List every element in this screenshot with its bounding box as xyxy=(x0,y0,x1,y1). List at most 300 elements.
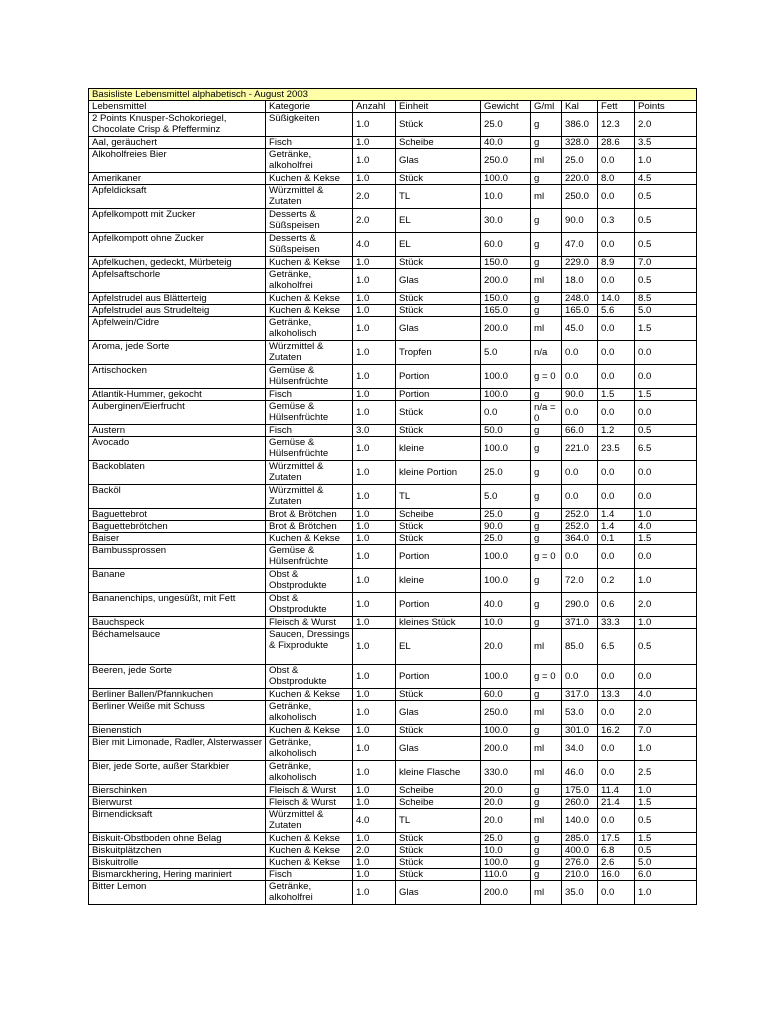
cell-gml: g xyxy=(531,425,562,437)
cell-kal: 328.0 xyxy=(562,137,598,149)
cell-gml: g xyxy=(531,569,562,593)
cell-fett: 16.0 xyxy=(598,869,635,881)
cell-kategorie: Getränke, alkoholfrei xyxy=(266,881,353,905)
cell-fett: 6.8 xyxy=(598,845,635,857)
cell-anzahl: 1.0 xyxy=(353,149,396,173)
cell-gewicht: 20.0 xyxy=(481,809,531,833)
sheet-title: Basisliste Lebensmittel alphabetisch - August 2003 xyxy=(89,89,697,101)
header-row xyxy=(89,101,697,113)
cell-name: Austern xyxy=(89,425,266,437)
cell-points: 0.0 xyxy=(635,485,697,509)
cell-points: 3.5 xyxy=(635,137,697,149)
cell-kal: 285.0 xyxy=(562,833,598,845)
cell-points: 1.0 xyxy=(635,617,697,629)
cell-gewicht: 10.0 xyxy=(481,845,531,857)
table-row xyxy=(89,881,697,905)
cell-einheit: Glas xyxy=(396,881,481,905)
cell-gewicht: 100.0 xyxy=(481,665,531,689)
cell-kategorie: Fisch xyxy=(266,425,353,437)
cell-einheit: Glas xyxy=(396,149,481,173)
cell-gml: g xyxy=(531,257,562,269)
cell-einheit: Portion xyxy=(396,365,481,389)
table-row xyxy=(89,509,697,521)
cell-name: Avocado xyxy=(89,437,266,461)
cell-kategorie: Würzmittel & Zutaten xyxy=(266,341,353,365)
cell-fett: 0.0 xyxy=(598,341,635,365)
cell-anzahl: 1.0 xyxy=(353,521,396,533)
table-row xyxy=(89,797,697,809)
cell-name: Atlantik-Hummer, gekocht xyxy=(89,389,266,401)
cell-kal: 221.0 xyxy=(562,437,598,461)
cell-name: Bierwurst xyxy=(89,797,266,809)
header-cell-kategorie: Kategorie xyxy=(266,101,353,113)
cell-gewicht: 150.0 xyxy=(481,293,531,305)
cell-points: 0.0 xyxy=(635,401,697,425)
cell-kategorie: Desserts & Süßspeisen xyxy=(266,233,353,257)
cell-fett: 0.0 xyxy=(598,365,635,389)
cell-einheit: EL xyxy=(396,209,481,233)
cell-kategorie: Kuchen & Kekse xyxy=(266,257,353,269)
cell-kategorie: Fleisch & Wurst xyxy=(266,617,353,629)
cell-gewicht: 100.0 xyxy=(481,545,531,569)
cell-fett: 1.5 xyxy=(598,389,635,401)
cell-points: 8.5 xyxy=(635,293,697,305)
cell-einheit: kleines Stück xyxy=(396,617,481,629)
cell-name: Artischocken xyxy=(89,365,266,389)
cell-kal: 90.0 xyxy=(562,209,598,233)
cell-gewicht: 25.0 xyxy=(481,113,531,137)
cell-points: 0.5 xyxy=(635,209,697,233)
cell-kategorie: Kuchen & Kekse xyxy=(266,857,353,869)
cell-kategorie: Obst & Obstprodukte xyxy=(266,569,353,593)
cell-anzahl: 1.0 xyxy=(353,509,396,521)
cell-gewicht: 150.0 xyxy=(481,257,531,269)
cell-name: Apfelsaftschorle xyxy=(89,269,266,293)
cell-gml: n/a xyxy=(531,341,562,365)
cell-gml: g xyxy=(531,173,562,185)
cell-einheit: Stück xyxy=(396,521,481,533)
cell-points: 4.5 xyxy=(635,173,697,185)
cell-gewicht: 40.0 xyxy=(481,137,531,149)
cell-points: 1.5 xyxy=(635,797,697,809)
cell-anzahl: 1.0 xyxy=(353,725,396,737)
cell-points: 0.0 xyxy=(635,365,697,389)
table-row xyxy=(89,305,697,317)
cell-anzahl: 3.0 xyxy=(353,425,396,437)
cell-kategorie: Fisch xyxy=(266,389,353,401)
cell-gml: g xyxy=(531,137,562,149)
cell-anzahl: 1.0 xyxy=(353,761,396,785)
header-cell-gewicht: Gewicht xyxy=(481,101,531,113)
cell-fett: 0.0 xyxy=(598,701,635,725)
cell-anzahl: 2.0 xyxy=(353,185,396,209)
cell-gewicht: 0.0 xyxy=(481,401,531,425)
cell-gewicht: 330.0 xyxy=(481,761,531,785)
cell-name: 2 Points Knusper-Schokoriegel, Chocolate Crisp & Pfefferminz xyxy=(89,113,266,137)
cell-einheit: Stück xyxy=(396,833,481,845)
cell-name: Bierschinken xyxy=(89,785,266,797)
cell-einheit: TL xyxy=(396,485,481,509)
cell-anzahl: 1.0 xyxy=(353,629,396,665)
cell-gml: ml xyxy=(531,761,562,785)
table-row xyxy=(89,485,697,509)
cell-points: 1.0 xyxy=(635,149,697,173)
cell-einheit: Portion xyxy=(396,665,481,689)
cell-anzahl: 1.0 xyxy=(353,461,396,485)
cell-kal: 72.0 xyxy=(562,569,598,593)
cell-kategorie: Würzmittel & Zutaten xyxy=(266,809,353,833)
cell-gml: g xyxy=(531,533,562,545)
cell-gml: g = 0 xyxy=(531,545,562,569)
cell-kal: 0.0 xyxy=(562,545,598,569)
header-cell-anzahl: Anzahl xyxy=(353,101,396,113)
cell-fett: 11.4 xyxy=(598,785,635,797)
cell-anzahl: 1.0 xyxy=(353,137,396,149)
cell-kal: 85.0 xyxy=(562,629,598,665)
cell-kategorie: Getränke, alkoholisch xyxy=(266,317,353,341)
cell-einheit: kleine Flasche xyxy=(396,761,481,785)
table-row xyxy=(89,593,697,617)
table-row xyxy=(89,425,697,437)
table-row xyxy=(89,629,697,665)
cell-gml: g xyxy=(531,617,562,629)
table-row xyxy=(89,521,697,533)
cell-anzahl: 1.0 xyxy=(353,113,396,137)
cell-einheit: kleine Portion xyxy=(396,461,481,485)
cell-gewicht: 200.0 xyxy=(481,317,531,341)
cell-kal: 248.0 xyxy=(562,293,598,305)
cell-points: 1.0 xyxy=(635,569,697,593)
cell-einheit: Portion xyxy=(396,593,481,617)
cell-kal: 229.0 xyxy=(562,257,598,269)
cell-gml: g xyxy=(531,689,562,701)
table-row xyxy=(89,401,697,425)
cell-kategorie: Kuchen & Kekse xyxy=(266,533,353,545)
cell-gml: ml xyxy=(531,185,562,209)
cell-anzahl: 1.0 xyxy=(353,305,396,317)
cell-anzahl: 1.0 xyxy=(353,881,396,905)
cell-einheit: Stück xyxy=(396,257,481,269)
cell-kal: 175.0 xyxy=(562,785,598,797)
cell-kal: 53.0 xyxy=(562,701,598,725)
cell-kal: 165.0 xyxy=(562,305,598,317)
cell-name: Baiser xyxy=(89,533,266,545)
table-row xyxy=(89,257,697,269)
cell-gml: g xyxy=(531,233,562,257)
cell-gml: ml xyxy=(531,317,562,341)
cell-points: 1.5 xyxy=(635,317,697,341)
cell-fett: 0.0 xyxy=(598,881,635,905)
cell-name: Bismarckhering, Hering mariniert xyxy=(89,869,266,881)
cell-points: 2.0 xyxy=(635,701,697,725)
table-row xyxy=(89,173,697,185)
cell-kal: 371.0 xyxy=(562,617,598,629)
cell-name: Banane xyxy=(89,569,266,593)
cell-gml: g xyxy=(531,833,562,845)
table-row xyxy=(89,137,697,149)
cell-points: 1.5 xyxy=(635,389,697,401)
cell-einheit: Portion xyxy=(396,545,481,569)
cell-kal: 90.0 xyxy=(562,389,598,401)
cell-anzahl: 1.0 xyxy=(353,665,396,689)
cell-gewicht: 20.0 xyxy=(481,785,531,797)
cell-fett: 0.0 xyxy=(598,665,635,689)
header-cell-gml: G/ml xyxy=(531,101,562,113)
cell-gml: ml xyxy=(531,269,562,293)
cell-gewicht: 5.0 xyxy=(481,485,531,509)
cell-name: Apfeldicksaft xyxy=(89,185,266,209)
cell-gewicht: 100.0 xyxy=(481,173,531,185)
table-row xyxy=(89,845,697,857)
cell-kategorie: Gemüse & Hülsenfrüchte xyxy=(266,401,353,425)
cell-kategorie: Süßigkeiten xyxy=(266,113,353,137)
cell-einheit: Stück xyxy=(396,689,481,701)
table-row xyxy=(89,185,697,209)
cell-gml: ml xyxy=(531,737,562,761)
cell-einheit: Stück xyxy=(396,293,481,305)
cell-name: Apfelwein/Cidre xyxy=(89,317,266,341)
table-row xyxy=(89,617,697,629)
table-row xyxy=(89,389,697,401)
cell-points: 4.0 xyxy=(635,689,697,701)
cell-points: 2.0 xyxy=(635,113,697,137)
cell-name: Baguettebrot xyxy=(89,509,266,521)
cell-points: 0.5 xyxy=(635,425,697,437)
cell-name: Apfelkompott ohne Zucker xyxy=(89,233,266,257)
cell-gml: g xyxy=(531,593,562,617)
cell-gewicht: 60.0 xyxy=(481,689,531,701)
table-row xyxy=(89,317,697,341)
table-row xyxy=(89,341,697,365)
cell-gml: g xyxy=(531,521,562,533)
cell-fett: 14.0 xyxy=(598,293,635,305)
cell-fett: 0.0 xyxy=(598,269,635,293)
cell-name: Aroma, jede Sorte xyxy=(89,341,266,365)
cell-gml: ml xyxy=(531,149,562,173)
cell-gewicht: 25.0 xyxy=(481,533,531,545)
table-row xyxy=(89,149,697,173)
cell-anzahl: 2.0 xyxy=(353,845,396,857)
cell-name: Auberginen/Eierfrucht xyxy=(89,401,266,425)
cell-kal: 0.0 xyxy=(562,485,598,509)
cell-name: Bier mit Limonade, Radler, Alsterwasser xyxy=(89,737,266,761)
cell-kal: 364.0 xyxy=(562,533,598,545)
cell-gewicht: 250.0 xyxy=(481,149,531,173)
cell-anzahl: 2.0 xyxy=(353,209,396,233)
cell-name: Berliner Ballen/Pfannkuchen xyxy=(89,689,266,701)
cell-points: 1.5 xyxy=(635,833,697,845)
cell-einheit: Stück xyxy=(396,425,481,437)
cell-fett: 1.4 xyxy=(598,521,635,533)
cell-kal: 46.0 xyxy=(562,761,598,785)
cell-anzahl: 1.0 xyxy=(353,569,396,593)
cell-einheit: Stück xyxy=(396,113,481,137)
cell-anzahl: 4.0 xyxy=(353,809,396,833)
cell-einheit: Stück xyxy=(396,857,481,869)
cell-fett: 12.3 xyxy=(598,113,635,137)
cell-kategorie: Getränke, alkoholisch xyxy=(266,737,353,761)
cell-gewicht: 100.0 xyxy=(481,569,531,593)
cell-fett: 1.4 xyxy=(598,509,635,521)
cell-kal: 220.0 xyxy=(562,173,598,185)
cell-kal: 400.0 xyxy=(562,845,598,857)
table-row xyxy=(89,785,697,797)
cell-points: 1.5 xyxy=(635,533,697,545)
cell-fett: 2.6 xyxy=(598,857,635,869)
table-row xyxy=(89,209,697,233)
cell-fett: 28.6 xyxy=(598,137,635,149)
cell-gewicht: 200.0 xyxy=(481,269,531,293)
cell-anzahl: 1.0 xyxy=(353,437,396,461)
cell-anzahl: 1.0 xyxy=(353,317,396,341)
cell-kategorie: Brot & Brötchen xyxy=(266,521,353,533)
cell-kategorie: Kuchen & Kekse xyxy=(266,833,353,845)
cell-kategorie: Desserts & Süßspeisen xyxy=(266,209,353,233)
table-row xyxy=(89,461,697,485)
cell-fett: 23.5 xyxy=(598,437,635,461)
cell-einheit: Tropfen xyxy=(396,341,481,365)
cell-gewicht: 10.0 xyxy=(481,617,531,629)
cell-gml: ml xyxy=(531,809,562,833)
cell-points: 6.5 xyxy=(635,437,697,461)
header-cell-points: Points xyxy=(635,101,697,113)
cell-name: Bauchspeck xyxy=(89,617,266,629)
cell-gml: g xyxy=(531,485,562,509)
cell-kal: 35.0 xyxy=(562,881,598,905)
cell-anzahl: 1.0 xyxy=(353,737,396,761)
cell-points: 2.0 xyxy=(635,593,697,617)
cell-anzahl: 1.0 xyxy=(353,257,396,269)
cell-einheit: Stück xyxy=(396,401,481,425)
cell-kal: 317.0 xyxy=(562,689,598,701)
cell-fett: 0.6 xyxy=(598,593,635,617)
cell-gewicht: 50.0 xyxy=(481,425,531,437)
cell-gml: ml xyxy=(531,701,562,725)
cell-fett: 6.5 xyxy=(598,629,635,665)
cell-gewicht: 100.0 xyxy=(481,365,531,389)
cell-einheit: kleine xyxy=(396,437,481,461)
header-cell-kal: Kal xyxy=(562,101,598,113)
cell-gml: g xyxy=(531,797,562,809)
cell-anzahl: 1.0 xyxy=(353,869,396,881)
cell-kategorie: Würzmittel & Zutaten xyxy=(266,185,353,209)
cell-points: 0.0 xyxy=(635,665,697,689)
table-row xyxy=(89,365,697,389)
cell-fett: 0.0 xyxy=(598,461,635,485)
cell-kategorie: Kuchen & Kekse xyxy=(266,173,353,185)
cell-einheit: Stück xyxy=(396,305,481,317)
cell-kal: 0.0 xyxy=(562,401,598,425)
cell-fett: 0.0 xyxy=(598,545,635,569)
cell-gewicht: 20.0 xyxy=(481,629,531,665)
table-row xyxy=(89,533,697,545)
cell-gewicht: 100.0 xyxy=(481,389,531,401)
cell-gml: ml xyxy=(531,881,562,905)
cell-kal: 252.0 xyxy=(562,521,598,533)
table-row xyxy=(89,809,697,833)
table-row xyxy=(89,665,697,689)
cell-fett: 8.0 xyxy=(598,173,635,185)
cell-name: Backöl xyxy=(89,485,266,509)
cell-kal: 18.0 xyxy=(562,269,598,293)
cell-points: 4.0 xyxy=(635,521,697,533)
cell-fett: 0.0 xyxy=(598,185,635,209)
table-row xyxy=(89,437,697,461)
cell-kategorie: Obst & Obstprodukte xyxy=(266,593,353,617)
cell-fett: 0.0 xyxy=(598,485,635,509)
table-row xyxy=(89,689,697,701)
cell-points: 0.0 xyxy=(635,545,697,569)
cell-name: Birnendicksaft xyxy=(89,809,266,833)
table-row xyxy=(89,701,697,725)
cell-einheit: TL xyxy=(396,809,481,833)
cell-einheit: EL xyxy=(396,233,481,257)
cell-points: 7.0 xyxy=(635,257,697,269)
cell-gewicht: 25.0 xyxy=(481,833,531,845)
cell-points: 0.5 xyxy=(635,629,697,665)
cell-gewicht: 250.0 xyxy=(481,701,531,725)
cell-anzahl: 1.0 xyxy=(353,545,396,569)
cell-fett: 0.0 xyxy=(598,233,635,257)
cell-name: Biskuitplätzchen xyxy=(89,845,266,857)
cell-kategorie: Obst & Obstprodukte xyxy=(266,665,353,689)
cell-einheit: Scheibe xyxy=(396,137,481,149)
cell-kategorie: Würzmittel & Zutaten xyxy=(266,461,353,485)
cell-fett: 13.3 xyxy=(598,689,635,701)
cell-einheit: Glas xyxy=(396,737,481,761)
cell-fett: 0.1 xyxy=(598,533,635,545)
cell-points: 1.0 xyxy=(635,509,697,521)
cell-name: Apfelkuchen, gedeckt, Mürbeteig xyxy=(89,257,266,269)
cell-anzahl: 1.0 xyxy=(353,401,396,425)
cell-kategorie: Gemüse & Hülsenfrüchte xyxy=(266,437,353,461)
cell-einheit: EL xyxy=(396,629,481,665)
cell-points: 0.0 xyxy=(635,461,697,485)
cell-anzahl: 1.0 xyxy=(353,293,396,305)
cell-anzahl: 1.0 xyxy=(353,173,396,185)
cell-points: 0.5 xyxy=(635,845,697,857)
cell-kal: 25.0 xyxy=(562,149,598,173)
cell-anzahl: 1.0 xyxy=(353,533,396,545)
cell-kategorie: Kuchen & Kekse xyxy=(266,725,353,737)
cell-gewicht: 30.0 xyxy=(481,209,531,233)
cell-gewicht: 5.0 xyxy=(481,341,531,365)
cell-points: 1.0 xyxy=(635,881,697,905)
cell-fett: 17.5 xyxy=(598,833,635,845)
food-list-table xyxy=(88,88,697,905)
cell-fett: 5.6 xyxy=(598,305,635,317)
cell-kategorie: Saucen, Dressings & Fixprodukte xyxy=(266,629,353,665)
cell-gml: n/a = 0 xyxy=(531,401,562,425)
cell-gewicht: 10.0 xyxy=(481,185,531,209)
cell-fett: 21.4 xyxy=(598,797,635,809)
table-row xyxy=(89,113,697,137)
cell-kategorie: Kuchen & Kekse xyxy=(266,689,353,701)
cell-gewicht: 100.0 xyxy=(481,725,531,737)
cell-kategorie: Getränke, alkoholisch xyxy=(266,761,353,785)
cell-gewicht: 200.0 xyxy=(481,737,531,761)
cell-kal: 66.0 xyxy=(562,425,598,437)
cell-kal: 47.0 xyxy=(562,233,598,257)
cell-kategorie: Würzmittel & Zutaten xyxy=(266,485,353,509)
cell-anzahl: 1.0 xyxy=(353,797,396,809)
cell-kal: 250.0 xyxy=(562,185,598,209)
cell-name: Alkoholfreies Bier xyxy=(89,149,266,173)
cell-points: 5.0 xyxy=(635,857,697,869)
cell-points: 1.0 xyxy=(635,737,697,761)
cell-gewicht: 40.0 xyxy=(481,593,531,617)
cell-kal: 301.0 xyxy=(562,725,598,737)
